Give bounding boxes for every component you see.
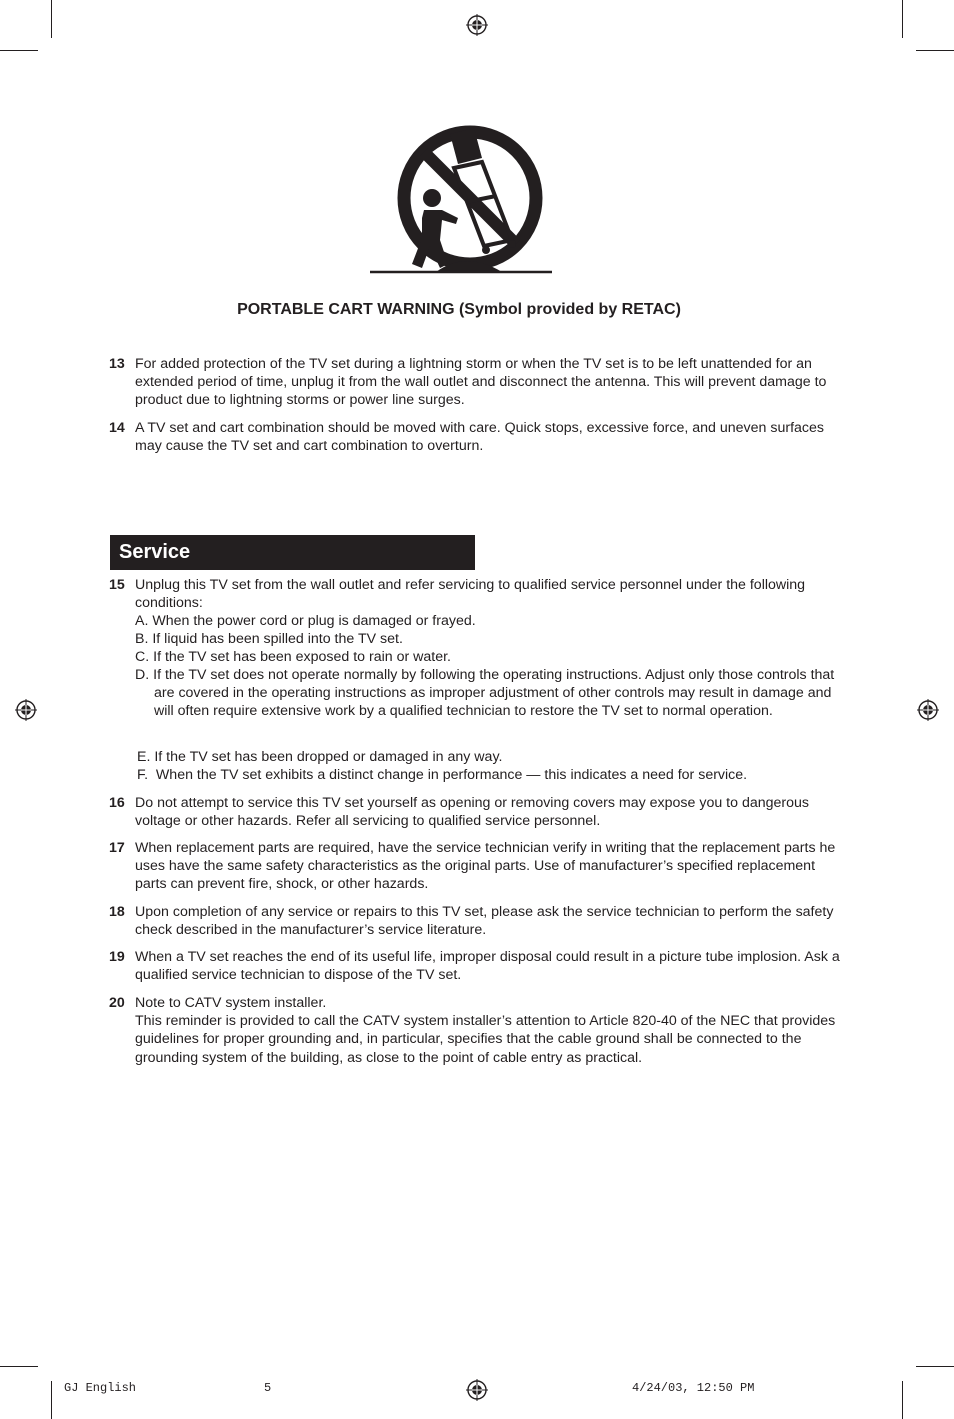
cart-warning-caption: PORTABLE CART WARNING (Symbol provided by RETAC) bbox=[237, 301, 681, 318]
item-number: 17 bbox=[109, 840, 125, 856]
condition-c: C. If the TV set has been exposed to rain or water. bbox=[135, 649, 451, 665]
list-item-13 bbox=[109, 355, 849, 410]
footer-timestamp: 4/24/03, 12:50 PM bbox=[632, 1381, 755, 1395]
list-item-18 bbox=[109, 903, 849, 939]
crop-mark bbox=[916, 1366, 954, 1367]
item-text: A TV set and cart combination should be moved with care. Quick stops, excessive force, and uneven surfaces may cause the TV set and cart combination to overturn. bbox=[135, 420, 824, 455]
footer-filename: GJ English bbox=[64, 1381, 137, 1395]
crop-mark bbox=[0, 1366, 38, 1367]
list-item-19 bbox=[109, 948, 849, 984]
item-text: When a TV set reaches the end of its useful life, improper disposal could result in a picture tube implosion. Ask a qualified service technician to dispose of the TV set. bbox=[135, 949, 840, 984]
registration-mark-icon bbox=[917, 699, 939, 721]
condition-e: E. If the TV set has been dropped or damaged in any way. bbox=[137, 749, 503, 765]
item-text: Unplug this TV set from the wall outlet and refer servicing to qualified service personnel under the following conditions: bbox=[135, 577, 806, 612]
item-number: 15 bbox=[109, 577, 125, 593]
item-text: When replacement parts are required, have the service technician verify in writing that the replacement parts he uses have the same safety characteristics as the original parts. Use of manufacturer’s specified replacement parts can prevent fire, shock, or other hazards. bbox=[135, 840, 836, 893]
condition-d: D. If the TV set does not operate normally by following the operating instructions. Adjust only those controls that are covered in the operating instructions as improper adjustment of other controls may result in damage and will often require extensive work by a qualified technician to restore the TV set to normal operation. bbox=[135, 667, 835, 720]
item-text: Do not attempt to service this TV set yourself as opening or removing covers may expose you to dangerous voltage or other hazards. Refer all servicing to qualified service personnel. bbox=[135, 795, 809, 830]
item-number: 19 bbox=[109, 949, 125, 965]
list-item-16 bbox=[109, 794, 849, 830]
list-item-15 bbox=[109, 576, 849, 612]
item-text: Note to CATV system installer. bbox=[135, 995, 327, 1011]
crop-mark bbox=[0, 50, 38, 51]
item-number: 20 bbox=[109, 995, 125, 1011]
registration-mark-icon bbox=[466, 14, 488, 36]
item-number: 16 bbox=[109, 795, 125, 811]
crop-mark bbox=[902, 0, 903, 38]
item-text-note: This reminder is provided to call the CATV system installer’s attention to Article 820-40 of the NEC that provides guidelines for proper grounding and, in particular, specifies that the cable ground shall be connected to the grounding system of the building, as close to the point of cable entry as practical. bbox=[135, 1013, 836, 1066]
list-item-17 bbox=[109, 839, 849, 894]
crop-mark bbox=[51, 1381, 52, 1419]
condition-a: A. When the power cord or plug is damaged or frayed. bbox=[135, 613, 476, 629]
item-text: Upon completion of any service or repairs to this TV set, please ask the service technician to perform the safety check described in the manufacturer’s service literature. bbox=[135, 904, 834, 939]
condition-b: B. If liquid has been spilled into the TV set. bbox=[135, 631, 403, 647]
registration-mark-icon bbox=[15, 699, 37, 721]
item-number: 14 bbox=[109, 420, 125, 436]
item-number: 18 bbox=[109, 904, 125, 920]
registration-mark-icon bbox=[466, 1379, 488, 1401]
list-item-14 bbox=[109, 419, 849, 455]
crop-mark bbox=[916, 50, 954, 51]
portable-cart-warning-icon bbox=[366, 122, 556, 276]
item-text: For added protection of the TV set during a lightning storm or when the TV set is to be left unattended for an extended period of time, unplug it from the wall outlet and disconnect the antenna. This will prevent damage to product due to lightning storms or power line surges. bbox=[135, 356, 827, 409]
crop-mark bbox=[51, 0, 52, 38]
list-item-20 bbox=[109, 994, 849, 1067]
condition-f: F. When the TV set exhibits a distinct change in performance — this indicates a need for service. bbox=[137, 767, 748, 783]
crop-mark bbox=[902, 1381, 903, 1419]
footer-page-number: 5 bbox=[264, 1381, 272, 1395]
item-number: 13 bbox=[109, 356, 125, 372]
section-heading-service: Service bbox=[110, 535, 475, 570]
